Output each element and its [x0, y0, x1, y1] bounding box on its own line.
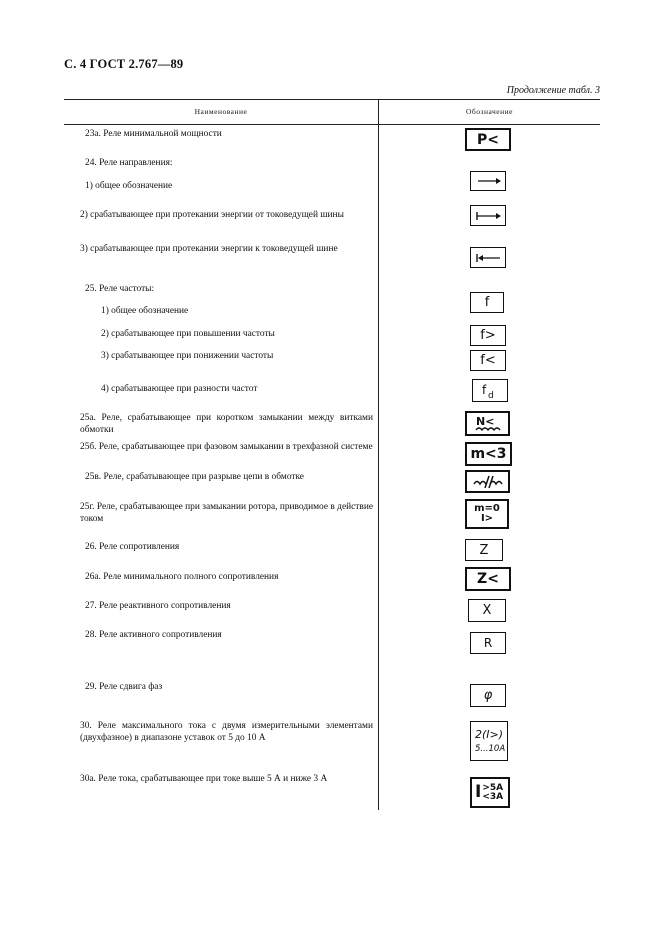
row-text-29: 29. Реле сдвига фаз: [85, 682, 163, 692]
row-text-24-3: 3) срабатывающее при протекании энергии к токоведущей шине: [80, 244, 338, 254]
winding-break-symbol: [465, 470, 510, 493]
symbol-line: 5...10A: [475, 744, 506, 754]
arrow-to-bus-icon: [474, 253, 502, 263]
symbol-text: P<: [477, 131, 499, 148]
symbol-text: Z<: [477, 571, 499, 587]
row-text-25-2: 2) срабатывающее при повышении частоты: [101, 329, 275, 339]
row-text-24-2: 2) срабатывающее при протекании энергии от токоведущей шины: [80, 210, 344, 220]
arrow-from-bus-symbol: [470, 205, 506, 226]
table-continuation-label: Продолжение табл. 3: [506, 85, 600, 96]
min-impedance-relay-symbol: [465, 567, 511, 591]
row-text-25: 25. Реле частоты:: [85, 284, 155, 294]
symbol-text: Z: [479, 542, 489, 558]
arrow-right-icon: [474, 176, 502, 186]
phase-fault-symbol: [465, 442, 512, 466]
symbol-text: X: [482, 603, 492, 618]
column-header-symbol: Обозначение: [466, 107, 513, 116]
rotor-fault-symbol: [465, 499, 509, 529]
overcurrent-two-element-symbol: [470, 721, 508, 761]
frequency-over-relay-symbol: [470, 325, 506, 346]
column-header-name: Наименование: [194, 107, 248, 116]
table-column-divider: [378, 99, 379, 810]
frequency-difference-relay-symbol: [472, 379, 508, 402]
symbol-line: >5A: [482, 782, 504, 793]
symbol-text: f: [484, 295, 490, 310]
table-top-rule: [64, 99, 600, 100]
svg-text:d: d: [488, 390, 494, 400]
row-text-26: 26. Реле сопротивления: [85, 542, 180, 552]
symbol-text: f<: [480, 353, 496, 368]
row-text-24-1: 1) общее обозначение: [85, 181, 173, 191]
symbol-line: m=0: [474, 503, 500, 514]
row-text-25-1: 1) общее обозначение: [101, 306, 189, 316]
row-text-30: 30. Реле максимального тока с двумя измерительными элементами (двухфазное) в диапазоне уставок от 5 до 10 А: [80, 721, 373, 743]
frequency-relay-symbol: [470, 292, 504, 313]
row-text-25a: 25а. Реле, срабатывающее при коротком замыкании между витками обмотки: [80, 413, 373, 435]
current-band-relay-symbol: [470, 777, 510, 808]
impedance-relay-symbol: [465, 539, 503, 561]
row-text-25v: 25в. Реле, срабатывающее при разрыве цепи в обмотке: [85, 472, 304, 482]
min-power-relay-symbol: [465, 128, 511, 151]
arrow-to-bus-symbol: [470, 247, 506, 268]
svg-text:f: f: [482, 382, 487, 397]
symbol-line: 2(I>): [475, 727, 504, 741]
row-text-28: 28. Реле активного сопротивления: [85, 630, 222, 640]
arrow-from-bus-icon: [474, 211, 502, 221]
table-header-rule: [64, 124, 600, 125]
arrow-right-symbol: [470, 171, 506, 191]
symbol-text: f>: [480, 328, 496, 343]
row-text-25g: 25г. Реле, срабатывающее при замыкании ротора, приводимое в действие током: [80, 502, 373, 524]
frequency-difference-icon: [478, 382, 502, 400]
symbol-line: I>: [480, 513, 494, 524]
symbol-text: I: [475, 782, 482, 802]
svg-text:N<: N<: [475, 414, 494, 428]
resistance-relay-symbol: [470, 632, 506, 654]
row-text-27: 27. Реле реактивного сопротивления: [85, 601, 231, 611]
winding-short-symbol: [465, 411, 510, 436]
frequency-under-relay-symbol: [470, 350, 506, 371]
row-text-25-4: 4) срабатывающее при разности частот: [101, 384, 258, 394]
symbol-line: <3A: [482, 791, 504, 802]
page-header: С. 4 ГОСТ 2.767—89: [64, 57, 184, 71]
symbol-text: R: [483, 636, 493, 650]
winding-break-icon: [471, 474, 505, 490]
reactance-relay-symbol: [468, 599, 506, 622]
symbol-text: φ: [483, 688, 493, 703]
row-text-25-3: 3) срабатывающее при понижении частоты: [101, 351, 274, 361]
symbol-text: m<3: [470, 446, 507, 462]
row-text-23a: 23а. Реле минимальной мощности: [85, 129, 222, 139]
row-text-24: 24. Реле направления:: [85, 158, 173, 168]
row-text-30a: 30а. Реле тока, срабатывающее при токе выше 5 А и ниже 3 А: [80, 774, 328, 784]
phase-shift-relay-symbol: [470, 684, 506, 707]
row-text-25b: 25б. Реле, срабатывающее при фазовом замыкании в трехфазной системе: [80, 442, 373, 452]
row-text-26a: 26а. Реле минимального полного сопротивления: [85, 572, 279, 582]
winding-short-icon: [471, 414, 505, 434]
